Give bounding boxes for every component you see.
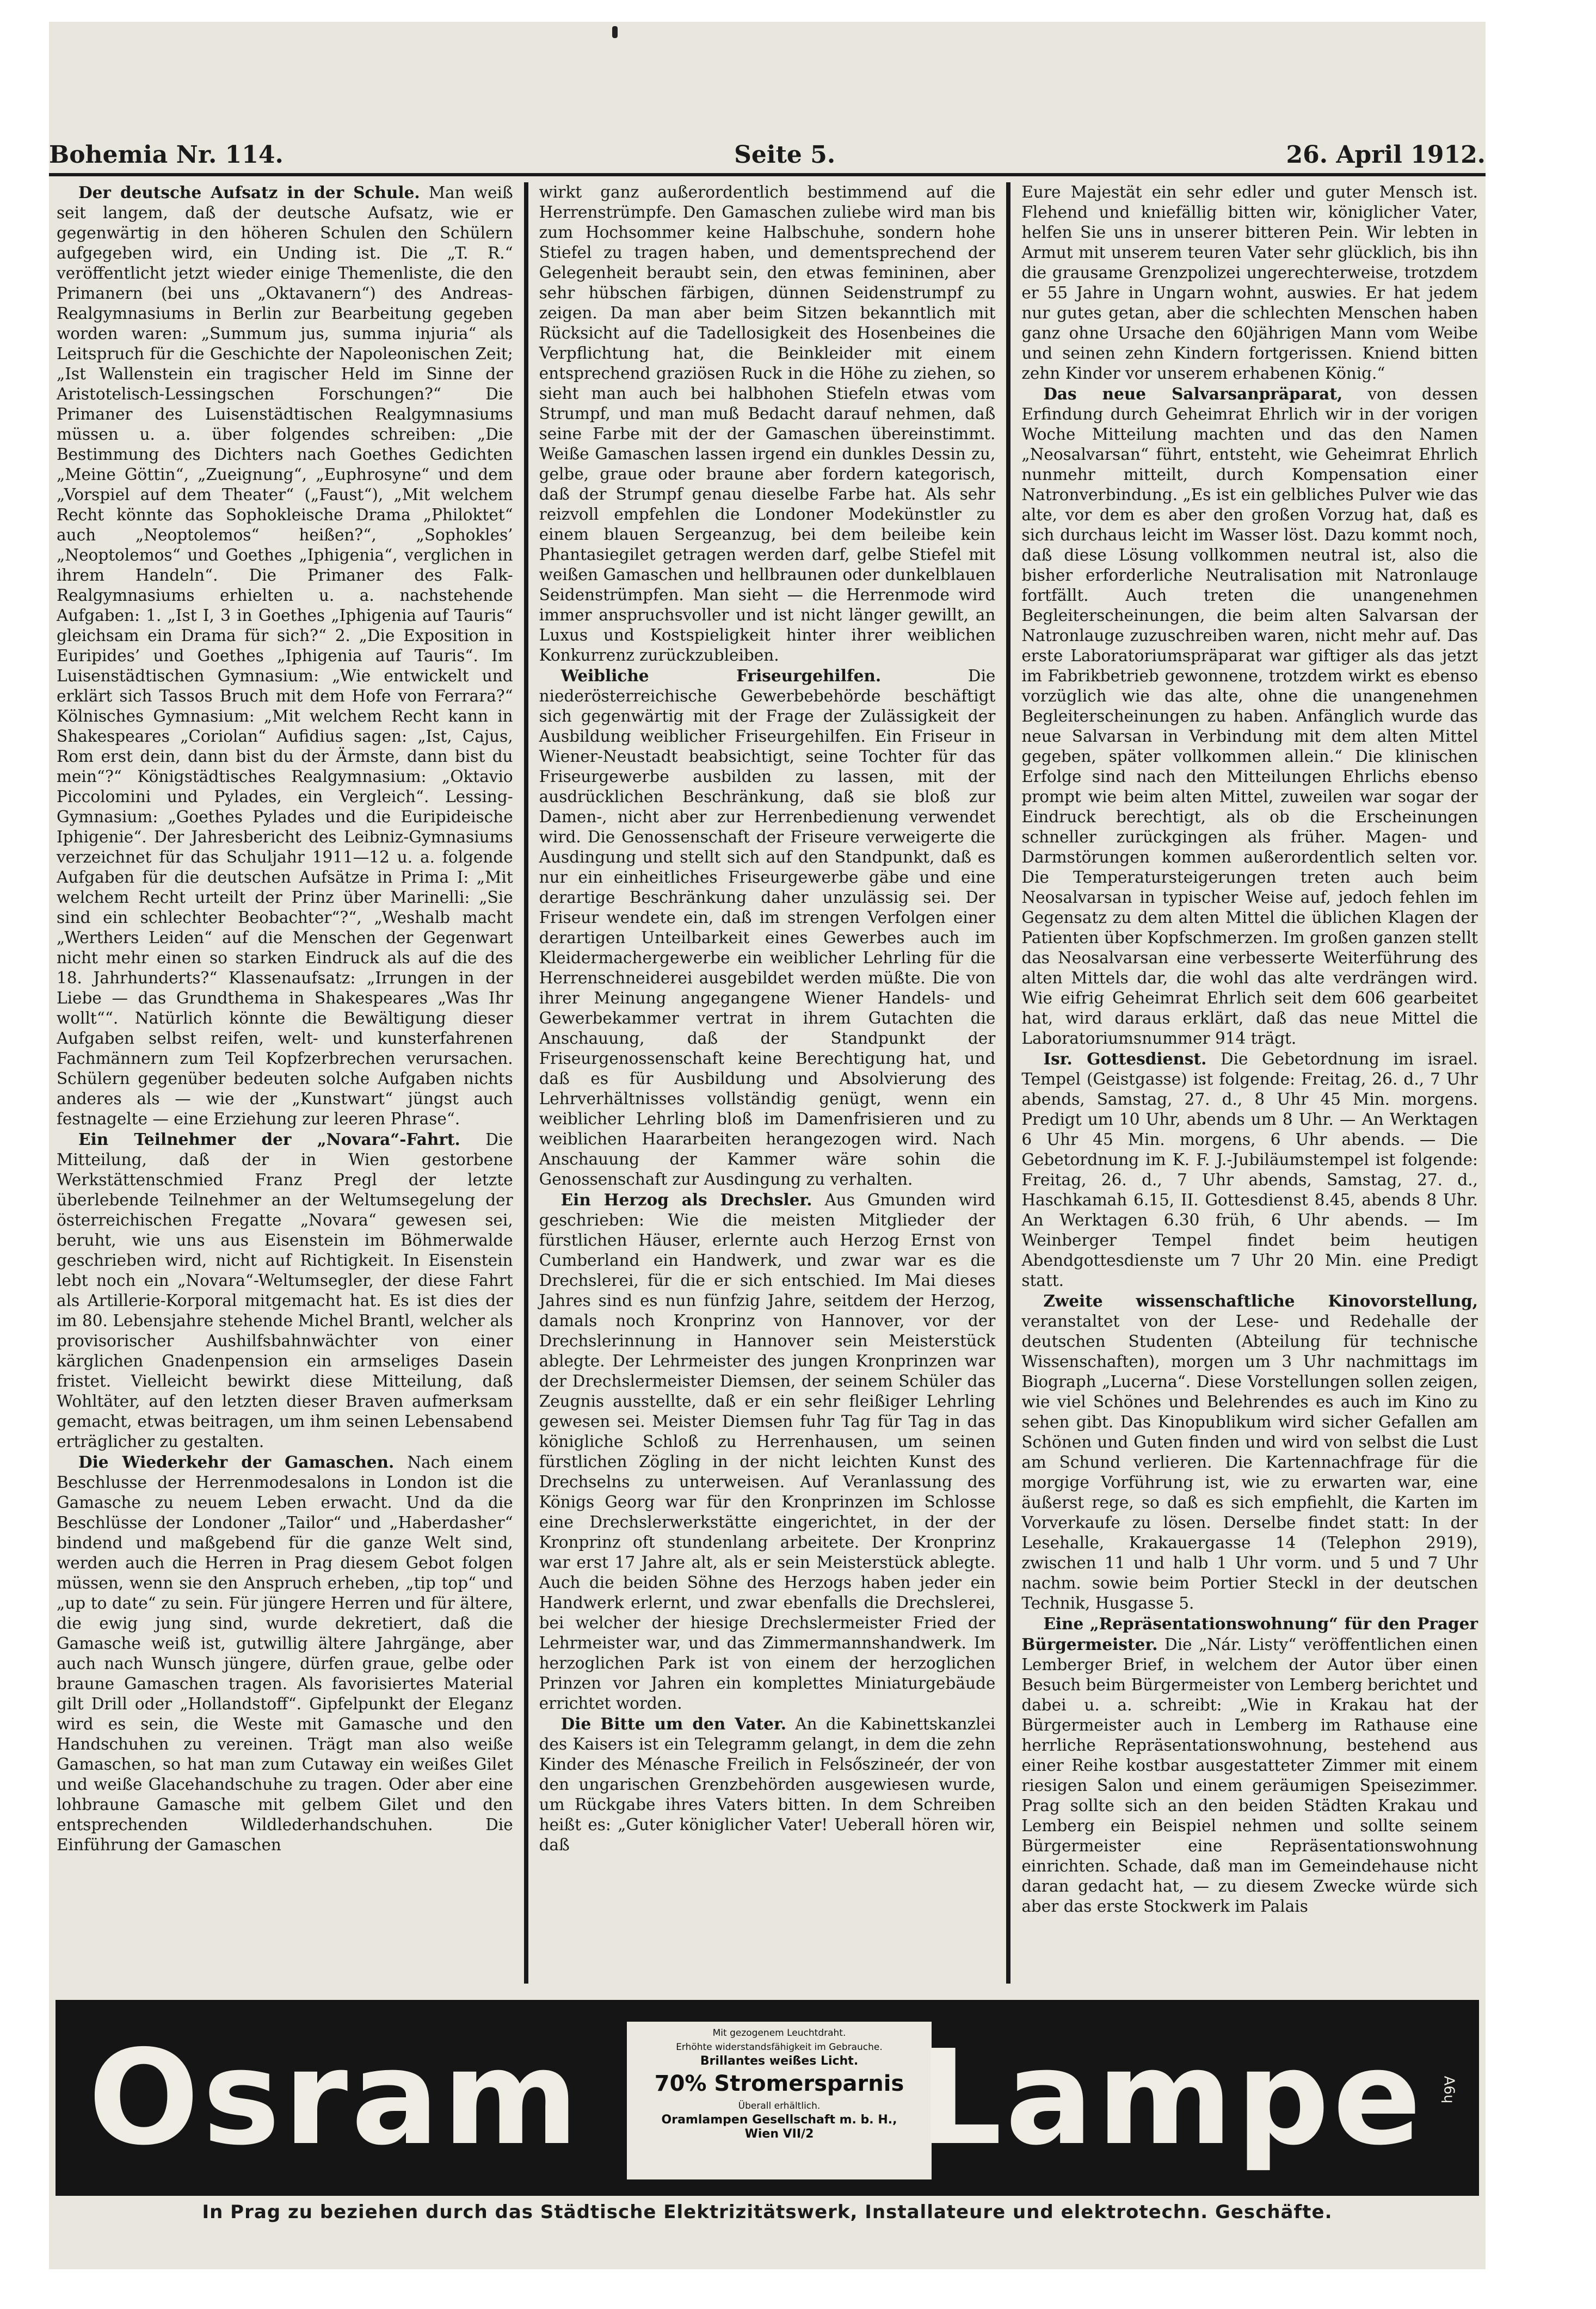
column-separator — [524, 182, 528, 1984]
article-text: Die Mitteilung, daß der in Wien gestorbene Werkstättenschmied Franz Pregl der letzte überlebende Teilnehmer an der Weltumsegelung der österreichischen Fregatte „Novara“ gewesen sei, beruht, wie uns aus Eisenstein im Böhmerwalde geschrieben wird, nicht auf Richtigkeit. In Eisenstein lebt noch ein „Novara“-Weltumsegler, der diese Fahrt als Artillerie-Korporal mitgemacht hat. Es ist dies der im 80. Lebensjahre stehende Michel Brantl, welcher als provisorischer Aushilfsbahnwächter von einer kärglichen Gnadenpension ein armseliges Dasein fristet. Vielleicht bewirkt diese Mitteilung, daß Wohltäter, auf den letzten dieser Braven aufmerksam gemacht, etwas beitragen, um ihm seinen Lebensabend erträglicher zu gestalten. — [57, 1130, 513, 1451]
article-heading: Das neue Salvarsanpräparat, — [1043, 384, 1343, 403]
masthead-page: Seite 5. — [734, 141, 836, 169]
article-text: An die Kabinettskanzlei des Kaisers ist ein Telegramm gelangt, in dem die zehn Kinder des Ménasche Freilich in Felsőszineér, der von den ungarischen Grenzbehörden ausgewiesen wurde, um Rückgabe ihres Vaters bitten. In dem Schreiben heißt es: „Guter königlicher Vater! Ueberall hören wir, daß — [539, 1715, 996, 1854]
article-heading: Die Wiederkehr der Gamaschen. — [78, 1452, 395, 1471]
ad-line: Wien VII/2 — [744, 2127, 814, 2141]
article-heading: Der deutsche Aufsatz in der Schule. — [78, 183, 420, 202]
article-paragraph — [1021, 1291, 1478, 1614]
column-2 — [532, 182, 1003, 1984]
article-paragraph — [539, 182, 996, 666]
article-paragraph — [1021, 1049, 1478, 1291]
ad-word-left: Osram — [88, 2022, 582, 2174]
article-paragraph — [539, 1190, 996, 1714]
article-heading: Die Bitte um den Vater. — [560, 1714, 787, 1733]
article-heading: Ein Herzog als Drechsler. — [560, 1190, 812, 1209]
article-paragraph — [1021, 182, 1478, 384]
article-text: wirkt ganz außerordentlich bestimmend auf die Herrenstrümpfe. Den Gamaschen zuliebe wird man bis zum Hochsommer keine Halbschuhe, sondern hohe Stiefel zu tragen haben, und dementsprechend der Gelegenheit beraubt sein, den etwas femininen, aber sehr hübschen färbigen, dünnen Seidenstrumpf zu zeigen. Da man aber beim Sitzen bekanntlich mit Rücksicht auf die Tadellosigkeit des Hosenbeines die Verpflichtung hat, die Beinkleider mit einem entsprechend graziösen Ruck in die Höhe zu ziehen, so sieht man auch bei halbhohen Stiefeln etwas vom Strumpf, und man muß Bedacht darauf nehmen, daß seine Farbe mit der der Gamaschen übereinstimmt. Weiße Gamaschen lassen irgend ein dunkles Dessin zu, gelbe, graue oder braune aber fordern kategorisch, daß der Strumpf genau dieselbe Farbe hat. Als sehr reizvoll empfehlen die Londoner Modekünstler zu einem blauen Sergeanzug, bei dem beileibe kein Phantasiegilet getragen werden darf, gelbe Stiefel mit weißen Gamaschen und hellbraunen oder dunkelblauen Seidenstrümpfen. Man sieht — die Herrenmode wird immer anspruchsvoller und ist nicht länger gewillt, an Luxus und Kostspieligkeit hinter ihrer weiblichen Konkurrenz zurückzubleiben. — [539, 183, 996, 664]
article-text: Man weiß seit langem, daß der deutsche Aufsatz, wie er gegenwärtig in den höheren Schulen den Schülern aufgegeben wird, ein Unding ist. Die „T. R.“ veröffentlicht jetzt wieder einige Themenliste, die den Primanern (bei uns „Oktavanern“) des Andreas-Realgymnasiums in Berlin zur Bearbeitung gegeben worden waren: „Summum jus, summa injuria“ als Leitspruch für die Geschichte der Napoleonischen Zeit; „Ist Wallenstein ein tragischer Held im Sinne der Aristotelisch-Lessingschen Forschungen?“ Die Primaner des Luisenstädtischen Realgymnasiums müssen u. a. über folgendes schreiben: „Die Bestimmung des Dichters nach Goethes Gedichten „Meine Göttin“, „Zueignung“, „Euphrosyne“ und dem „Vorspiel auf dem Theater“ („Faust“), „Mit welchem Recht könnte das Sophokleische Drama „Philoktet“ auch „Neoptolemos“ heißen?“, „Sophokles’ „Neoptolemos“ und Goethes „Iphigenia“, verglichen in ihrem Handeln“. Die Primaner des Falk-Realgymnasiums erhielten u. a. nachstehende Aufgaben: 1. „Ist I, 3 in Goethes „Iphigenia auf Tauris“ gleichsam ein Drama für sich?“ 2. „Die Exposition in Euripides’ und Goethes „Iphigenia auf Tauris“. Im Luisenstädtischen Gymnasium: „Wie entwickelt und erklärt sich Tassos Bruch mit dem Hofe von Ferrara?“ Kölnisches Gymnasium: „Mit welchem Recht kann in Shakespeares „Coriolan“ Aufidius sagen: „Ist, Cajus, Rom erst dein, dann bist du der Ärmste, dann bist du mein“?“ Königstädtisches Realgymnasium: „Oktavio Piccolomini und Pylades, ein Vergleich“. Lessing-Gymnasium: „Goethes Pylades und die Euripideische Iphigenie“. Der Jahresbericht des Leibniz-Gymnasiums verzeichnet für das Schuljahr 1911—12 u. a. folgende Aufgaben für die deutschen Aufsätze in Prima I: „Mit welchem Recht urteilt der Prinz über Marinelli: „Sie sind ein schlechter Beobachter“?“, „Weshalb macht „Werthers Leiden“ auf die Menschen der Gegenwart nicht mehr einen so starken Eindruck als auf die des 18. Jahrhunderts?“ Klassenaufsatz: „Irrungen in der Liebe — das Grundthema in Shakespeares „Was Ihr wollt““. Natürlich könnte die Bewältigung dieser Aufgaben selbst reifen, welt- und kunsterfahrenen Fachmännern zum Teil Kopfzerbrechen verursachen. Schülern gegenüber bedeuten solche Aufgaben nichts anderes als — wie der „Kunstwart“ jüngst auch festnagelte — eine Erziehung zur leeren Phrase“. — [57, 183, 513, 1128]
ad-line: Erhöhte widerstandsfähigkeit im Gebrauche. — [676, 2042, 883, 2053]
masthead-issue: Bohemia Nr. 114. — [49, 141, 284, 169]
ad-footer-text: In Prag zu beziehen durch das Städtische Elektrizitätswerk, Installateure und elektrotechn. Geschäfte. — [202, 2201, 1333, 2223]
article-paragraph — [539, 666, 996, 1190]
columns — [49, 182, 1486, 1984]
ad-line: Überall erhältlich. — [738, 2101, 821, 2111]
ad-word-right: Lampe — [919, 2022, 1425, 2174]
article-heading: Ein Teilnehmer der „Novara“-Fahrt. — [78, 1130, 460, 1149]
article-text: Die niederösterreichische Gewerbebehörde beschäftigt sich gegenwärtig mit der Frage der Zulässigkeit der Ausbildung weiblicher Friseurgehilfen. Ein Friseur in Wiener-Neustadt beabsichtigt, seine Tochter für das Friseurgewerbe ausbilden zu lassen, mit der ausdrücklichen Beschränkung, daß sie bloß zur Damen-, nicht aber zur Herrenbedienung verwendet wird. Die Genossenschaft der Friseure verweigerte die Ausdingung und stellt sich auf den Standpunkt, daß es nur ein einheitliches Friseurgewerbe gäbe und eine derartige Beschränkung daher unzulässig sei. Der Friseur wendete ein, daß im strengen Verfolgen einer derartigen Unteilbarkeit eines Gewerbes auch im Kleidermachergewerbe ein weiblicher Lehrling für die Herrenschneiderei ausgebildet werden müßte. Die von ihrer Meinung angegangene Wiener Handels- und Gewerbekammer vertrat in ihrem Gutachten die Anschauung, daß der Standpunkt der Friseurgenossenschaft keine Berechtigung hat, und daß es für Ausbildung und Absolvierung des Lehrverhältnisses vollständig genügt, wenn ein weiblicher Lehrling bloß im Damenfrisieren und zu weiblichen Haararbeiten herangezogen wird. Nach Anschauung der Kammer wäre sohin die Genossenschaft zur Ausdingung zu verhalten. — [539, 667, 996, 1189]
ad-headline: 70% Stromersparnis — [654, 2071, 904, 2096]
article-paragraph — [57, 182, 513, 1129]
ad-side-code: A6ɥ — [1440, 2076, 1457, 2104]
article-text: Die „Nár. Listy“ veröffentlichen einen Lemberger Brief, in welchem der Autor über einen Besuch beim Bürgermeister von Lemberg berichtet und dabei u. a. schreibt: „Wie in Krakau hat der Bürgermeister auch in Lemberg im Rathause eine herrliche Repräsentationswohnung, bestehend aus einer Reihe kostbar ausgestatteter Zimmer mit einem riesigen Salon und einem geräumigen Speisezimmer. Prag sollte sich an den beiden Städten Krakau und Lemberg ein Beispiel nehmen und sollte seinem Bürgermeister eine Repräsentationswohnung einrichten. Schade, daß man im Gemeindehause nicht daran gedacht hat, — zu diesem Zwecke würde sich aber das erste Stockwerk im Palais — [1021, 1635, 1478, 1916]
page-mark — [612, 26, 618, 38]
article-text: Eure Majestät ein sehr edler und guter Mensch ist. Flehend und kniefällig bitten wir, königlicher Vater, helfen Sie uns in unserer bitteren Pein. Wir lebten in Armut mit unserem teuren Vater sehr glücklich, bis ihn die grausame Grenzpolizei ungerechterweise, trotzdem er 55 Jahre in Ungarn wohnt, auswies. Er hat jedem nur gutes getan, aber die schlechten Menschen haben ganz ohne Ursache den 60jährigen Mann vom Weibe und seinen zehn Kindern fortgerissen. Kniend bitten zehn Kinder vor unserem erhabenen König.“ — [1021, 183, 1478, 383]
article-text: von dessen Erfindung durch Geheimrat Ehrlich wir in der vorigen Woche Mitteilung machten und das den Namen „Neosalvarsan“ führt, entsteht, wie Geheimrat Ehrlich nunmehr mitteilt, durch Kompensation einer Natronverbindung. „Es ist ein gelbliches Pulver wie das alte, vor dem es aber den großen Vorzug hat, daß es sich durchaus leicht im Wasser löst. Dazu kommt noch, daß diese Lösung vollkommen neutral ist, also die bisher erforderliche Neutralisation mit Natronlauge fortfällt. Auch treten die unangenehmen Begleiterscheinungen, die beim alten Salvarsan der Natronlauge zuzuschreiben waren, nicht mehr auf. Das erste Laboratoriumspräparat war giftiger als das jetzt im Fabrikbetrieb gewonnene, trotzdem wirkt es ebenso vorzüglich wie das alte, ohne die unangenehmen Begleiterscheinungen zu haben. Anfänglich wurde das neue Salvarsan in Verbindung mit dem alten Mittel gegeben, später vollkommen allein.“ Die klinischen Erfolge sind nach den Mitteilungen Ehrlichs ebenso prompt wie beim alten Mittel, zuweilen war sogar der Eindruck berechtigt, als ob die Erscheinungen schneller zurückgingen als früher. Magen- und Darmstörungen kommen außerordentlich selten vor. Die Temperatursteigerungen treten auch beim Neosalvarsan in typischer Weise auf, jedoch fehlen im Gegensatz zu dem alten Mittel die üblichen Klagen der Patienten über Kopfschmerzen. Im großen ganzen stellt das Neosalvarsan eine verbesserte Weiterführung des alten Mittels dar, die wohl das alte verdrängen wird. Wie eifrig Geheimrat Ehrlich seit dem 606 gearbeitet hat, wird daraus erklärt, daß das neue Mittel die Laboratoriumsnummer 914 trägt. — [1021, 385, 1478, 1048]
article-heading: Weibliche Friseurgehilfen. — [560, 666, 882, 685]
newspaper-page — [49, 22, 1486, 2269]
article-paragraph — [57, 1452, 513, 1855]
article-text: Aus Gmunden wird geschrieben: Wie die meisten Mitglieder der fürstlichen Häuser, erlernte auch Herzog Ernst von Cumberland ein Handwerk, und zwar war es die Drechslerei, für die er sich entschied. Im Mai dieses Jahres sind es nun fünfzig Jahre, seitdem der Herzog, damals noch Kronprinz von Hannover, vor der Drechslerinnung in Hannover sein Meisterstück ablegte. Der Lehrmeister des jungen Kronprinzen war der Drechslermeister Diemsen, der seinem Schüler das Zeugnis ausstellte, daß er ein sehr fleißiger Lehrling gewesen sei. Meister Diemsen fuhr Tag für Tag in das königliche Schloß zu Herrenhausen, um seinen fürstlichen Zögling in der nicht leichten Kunst des Drechselns zu unterweisen. Auf Veranlassung des Königs Georg war für den Kronprinzen im Schlosse eine Drechslerwerkstätte eingerichtet, in der der Kronprinz oft stundenlang arbeitete. Der Kronprinz war erst 17 Jahre alt, als er sein Meisterstück ablegte. Auch die beiden Söhne des Herzogs haben jeder ein Handwerk erlernt, und zwar ebenfalls die Drechslerei, bei welcher der hiesige Drechslermeister Fried der Lehrmeister war, und das Zimmermannshandwerk. Im herzoglichen Park ist von einem der herzoglichen Prinzen vor Jahren ein komplettes Miniaturgebäude errichtet worden. — [539, 1191, 996, 1713]
column-1 — [49, 182, 521, 1984]
ad-line: Brillantes weißes Licht. — [700, 2054, 859, 2068]
masthead — [49, 131, 1486, 169]
article-paragraph — [1021, 1614, 1478, 1917]
ad-line: Oramlampen Gesellschaft m. b. H., — [661, 2113, 897, 2127]
article-paragraph — [539, 1714, 996, 1855]
article-heading: Eine „Repräsentationswohnung“ für den Prager Bürgermeister. — [1021, 1614, 1478, 1654]
article-text: Die Gebetordnung im israel. Tempel (Geistgasse) ist folgende: Freitag, 26. d., 7 Uhr abends, Samstag, 27. d., 8 Uhr 45 Min. morgens. Predigt um 10 Uhr, abends um 8 Uhr. — An Werktagen 6 Uhr 45 Min. morgens, 6 Uhr abends. — Die Gebetordnung im K. F. J.-Jubiläumstempel ist folgende: Freitag, 26. d., 7 Uhr abends, Samstag, 27. d., Haschkamah 6.15, II. Gottesdienst 8.45, abends 8 Uhr. An Werktagen 6.30 früh, 6 Uhr abends. — Im Weinberger Tempel findet beim heutigen Abendgottesdienste um 7 Uhr 20 Min. eine Predigt statt. — [1021, 1050, 1478, 1290]
masthead-rule — [49, 173, 1486, 176]
ad-center-box — [627, 2022, 932, 2179]
article-paragraph — [1021, 384, 1478, 1049]
column-separator — [1006, 182, 1010, 1984]
masthead-date: 26. April 1912. — [1286, 141, 1486, 169]
article-text: veranstaltet von der Lese- und Redehalle der deutschen Studenten (Abteilung für technische Wissenschaften), morgen um 3 Uhr nachmittags im Biograph „Lucerna“. Diese Vorstellungen sollen zeigen, wie viel Schönes und Belehrendes es auch im Kino zu sehen gibt. Das Kinopublikum wird sicher Gefallen am Schönen und Guten finden und wird von selbst die Lust am Schund verlieren. Die Kartennachfrage für die morgige Vorführung ist, wie zu erwarten war, eine äußerst rege, so daß es sich empfiehlt, die Karten im Vorverkaufe zu lösen. Derselbe findet statt: In der Lesehalle, Krakauergasse 14 (Telephon 2919), zwischen 11 und halb 1 Uhr vorm. und 5 und 7 Uhr nachm. sowie beim Portier Steckl in der deutschen Technik, Husgasse 5. — [1021, 1312, 1478, 1612]
column-3 — [1014, 182, 1486, 1984]
advertisement — [56, 2000, 1479, 2196]
article-text: Nach einem Beschlusse der Herrenmodesalons in London ist die Gamasche zu neuem Leben erwacht. Und da die Beschlüsse der Londoner „Tailor“ und „Haberdasher“ bindend und maßgebend für die ganze Welt sind, werden auch die Herren in Prag diesem Gebot folgen müssen, wenn sie den Anspruch erheben, „tip top“ und „up to date“ zu sein. Für jüngere Herren und für ältere, die ewig jung sind, wurde dekretiert, daß die Gamasche weiß ist, gutwillig ältere Jahrgänge, aber auch nach Wunsch jüngere, dürfen graue, gelbe oder braune Gamaschen tragen. Als favorisiertes Material gilt Drill oder „Hollandstoff“. Gipfelpunkt der Eleganz wird es sein, die Weste mit Gamasche und den Handschuhen zu vereinen. Trägt man also weiße Gamaschen, so hat man zum Cutaway ein weißes Gilet und weiße Glacehandschuhe zu tragen. Oder aber eine lohbraune Gamasche mit gelbem Gilet und den entsprechenden Wildlederhandschuhen. Die Einführung der Gamaschen — [57, 1453, 513, 1854]
article-paragraph — [57, 1129, 513, 1452]
article-heading: Isr. Gottesdienst. — [1043, 1049, 1207, 1068]
article-heading: Zweite wissenschaftliche Kinovorstellung, — [1043, 1291, 1478, 1310]
ad-line: Mit gezogenem Leuchtdraht. — [712, 2028, 846, 2039]
